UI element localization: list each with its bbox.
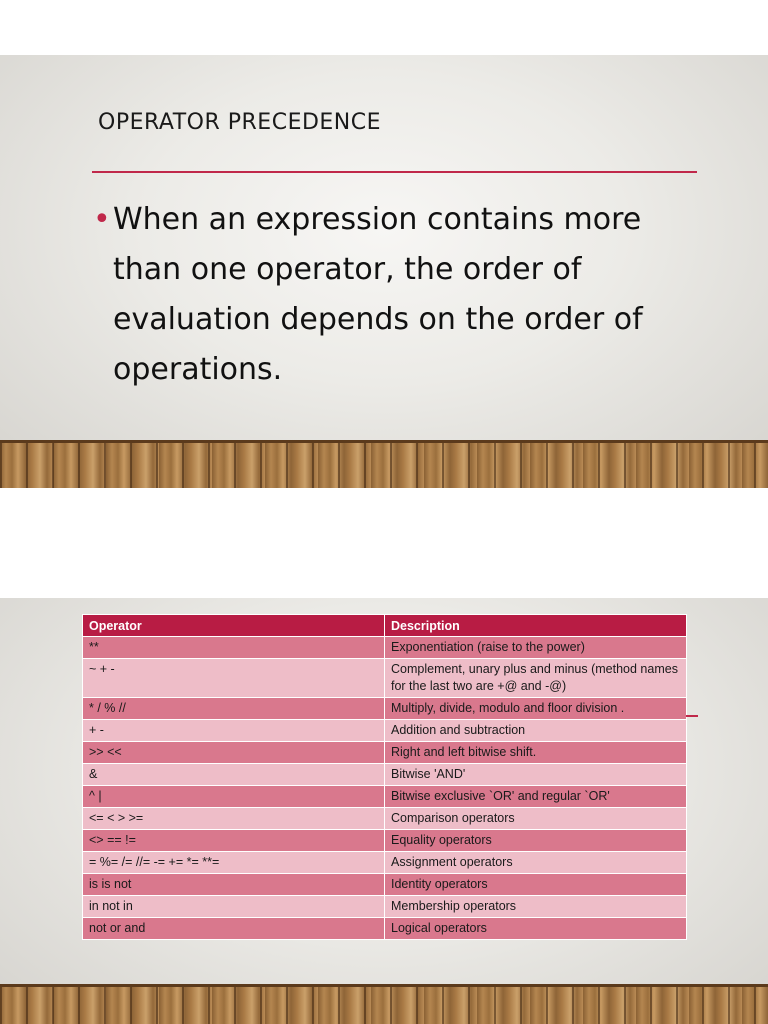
table-header-row [83,615,687,637]
description-cell: Logical operators [385,918,687,940]
description-cell: Equality operators [385,830,687,852]
column-header-operator: Operator [83,615,385,637]
table-row [83,808,687,830]
description-cell: Membership operators [385,896,687,918]
operator-cell: is is not [83,874,385,896]
description-cell: Complement, unary plus and minus (method names for the last two are +@ and -@) [385,659,687,698]
description-cell: Assignment operators [385,852,687,874]
description-cell: Multiply, divide, modulo and floor division . [385,698,687,720]
operator-cell: <= < > >= [83,808,385,830]
table-row [83,918,687,940]
bullet-text: When an expression contains more than one operator, the order of evaluation depends on the order of operations. [113,202,643,387]
wood-floor-decoration [0,440,768,488]
table-row [83,896,687,918]
operator-cell: + - [83,720,385,742]
table-row [83,786,687,808]
bullet-point [93,195,653,395]
table-row [83,742,687,764]
slide-operator-precedence [0,55,768,488]
table-row [83,874,687,896]
operator-cell: & [83,764,385,786]
description-cell: Exponentiation (raise to the power) [385,637,687,659]
operator-cell: ^ | [83,786,385,808]
table-row [83,852,687,874]
table-row [83,764,687,786]
accent-tick [686,715,698,717]
operator-cell: ~ + - [83,659,385,698]
operator-cell: <> == != [83,830,385,852]
title-divider [92,171,697,173]
description-cell: Identity operators [385,874,687,896]
operator-cell: >> << [83,742,385,764]
operator-table [82,614,687,940]
table-row [83,698,687,720]
table-row [83,720,687,742]
table-row [83,830,687,852]
description-cell: Bitwise 'AND' [385,764,687,786]
description-cell: Comparison operators [385,808,687,830]
slide-operator-table [0,598,768,1024]
slide-title: OPERATOR PRECEDENCE [98,110,382,135]
description-cell: Addition and subtraction [385,720,687,742]
operator-cell: not or and [83,918,385,940]
wood-floor-decoration [0,984,768,1024]
table-row [83,637,687,659]
operator-cell: in not in [83,896,385,918]
column-header-description: Description [385,615,687,637]
operator-cell: = %= /= //= -= += *= **= [83,852,385,874]
operator-cell: ** [83,637,385,659]
operator-cell: * / % // [83,698,385,720]
bullet-icon: • [93,202,111,237]
description-cell: Right and left bitwise shift. [385,742,687,764]
table-row [83,659,687,698]
description-cell: Bitwise exclusive `OR' and regular `OR' [385,786,687,808]
